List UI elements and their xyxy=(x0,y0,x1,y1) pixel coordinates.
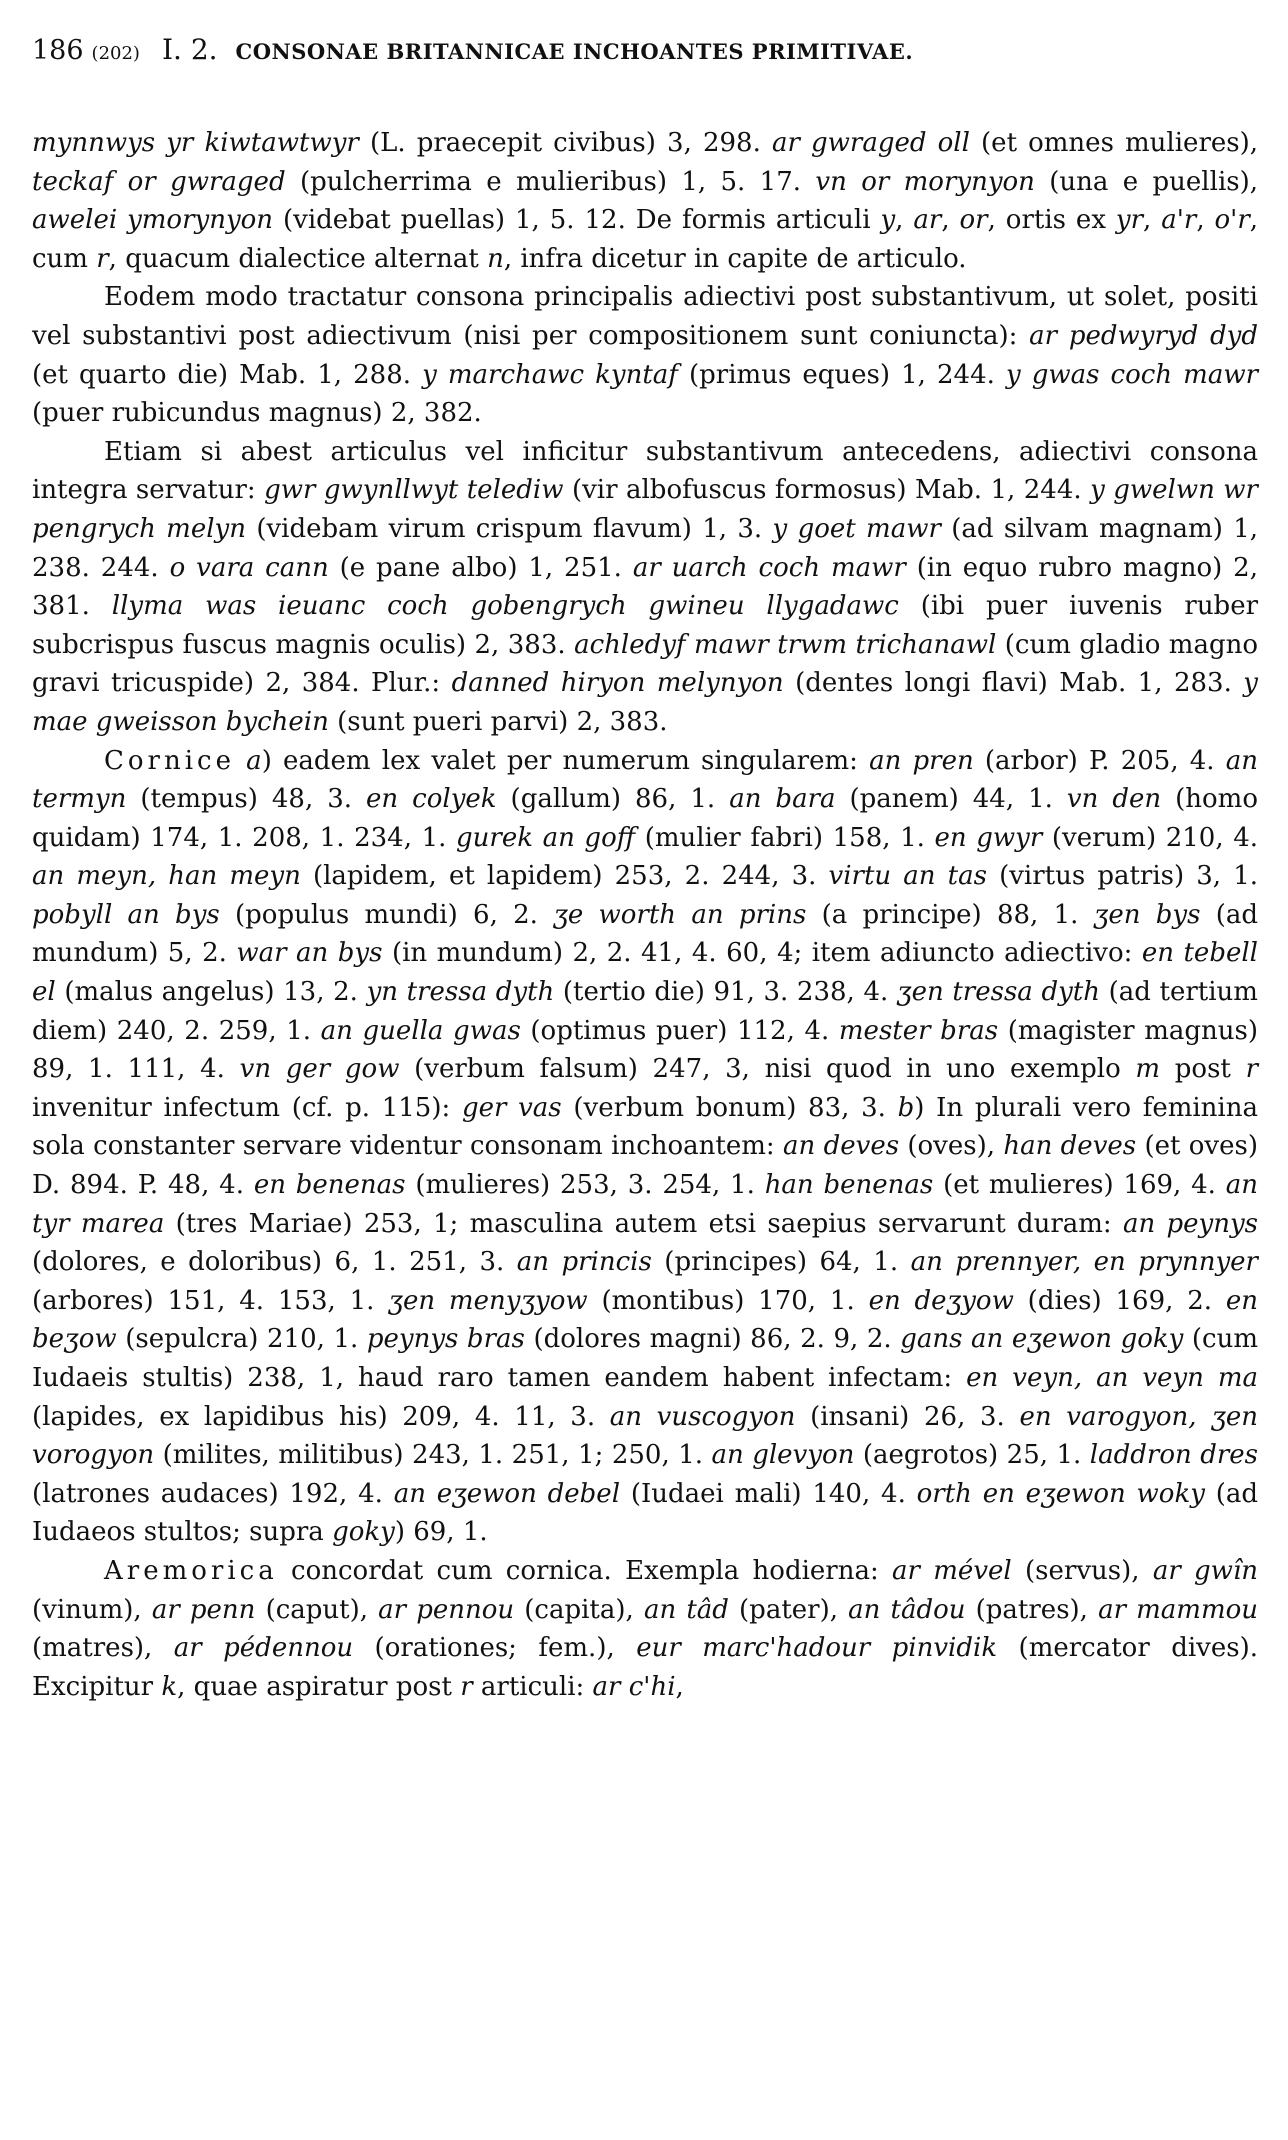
text-run: articuli: xyxy=(472,1671,593,1702)
text-run: (virtus patris) 3, 1. xyxy=(986,861,1258,892)
italic-term: ar c'hi xyxy=(592,1671,676,1702)
text-run: , cum xyxy=(32,205,1259,274)
text-run: , ortis ex xyxy=(987,205,1116,236)
text-run: , xyxy=(941,205,960,236)
text-run: (cum gladio magno gravi tricuspide) 2, 384. Plur.: xyxy=(32,629,1259,699)
text-run: (latrones audaces) 192, 4. xyxy=(32,1478,394,1509)
italic-term: o vara cann xyxy=(169,552,329,583)
italic-term: vn or morynyon xyxy=(815,166,1035,197)
italic-term: ʒe worth an prins xyxy=(553,899,807,930)
italic-term: an glevyon xyxy=(711,1440,855,1471)
text-run: , xyxy=(895,205,914,236)
italic-term: k xyxy=(161,1671,178,1702)
italic-term: yn tressa dyth xyxy=(366,977,555,1008)
italic-term: han benenas xyxy=(764,1170,934,1201)
italic-term: y marchawc kyntaf xyxy=(422,359,678,390)
text-run: (cum Iudaeis stultis) 238, 1, haud raro tamen eandem habent infectam: xyxy=(32,1324,1258,1393)
text-run: (caput), xyxy=(255,1594,379,1625)
text-run: (ibi puer iuvenis ruber subcrispus fuscus magnis oculis) 2, 383. xyxy=(32,591,1259,660)
italic-term: ar gwîn xyxy=(1152,1555,1259,1586)
text-run: , xyxy=(675,1671,684,1702)
text-run: concordat cum cornica. Exempla hodierna: xyxy=(277,1555,893,1586)
italic-term: an pren xyxy=(869,745,974,776)
paragraph-aremorica xyxy=(32,1552,1258,1706)
italic-term: ʒen tressa dyth xyxy=(896,977,1100,1008)
italic-term: ar pennou xyxy=(378,1594,515,1625)
text-run: (capita), xyxy=(514,1594,644,1625)
italic-term: y mae gweisson bychein xyxy=(32,668,1258,737)
italic-term: ar pédennou xyxy=(173,1633,354,1664)
text-run: (homo quidam) 174, 1. 208, 1. 234, 1. xyxy=(32,784,1258,853)
text-run: (tres Mariae) 253, 1; masculina autem etsi saepius servarunt duram: xyxy=(164,1208,1123,1239)
italic-term: yr xyxy=(1115,205,1144,236)
text-run: (et omnes mulieres), xyxy=(969,128,1259,158)
text-run: (e pane albo) 1, 251. xyxy=(328,552,633,583)
text-run: (vir albofuscus formosus) Mab. 1, 244. xyxy=(563,475,1091,506)
italic-term: b xyxy=(897,1092,915,1123)
text-run: ) 69, 1. xyxy=(394,1517,488,1548)
italic-term: n xyxy=(487,243,504,274)
running-header xyxy=(32,33,1258,66)
italic-term: en benenas xyxy=(253,1170,406,1201)
text-run: (in mundum) 2, 2. 41, 4. 60, 4; item adiuncto adiectivo: xyxy=(382,938,1142,969)
italic-term: laddron dres xyxy=(1089,1440,1258,1471)
text-run: (primus eques) 1, 244. xyxy=(677,359,1006,390)
text-run: (malus angelus) 13, 2. xyxy=(55,977,367,1008)
text-run: , infra dicetur in capite de articulo. xyxy=(503,243,967,274)
italic-term: danned hiryon melynyon xyxy=(451,668,784,699)
italic-term: en veyn, an veyn ma xyxy=(966,1363,1258,1393)
chapter-number: I. 2. xyxy=(161,33,218,66)
italic-term: ar penn xyxy=(151,1594,256,1625)
text-run: (dolores magni) 86, 2. 9, 2. xyxy=(524,1324,901,1355)
text-run: (verbum falsum) 247, 3, nisi quod in uno exemplo xyxy=(399,1054,1136,1085)
italic-term: orth en eʒewon woky xyxy=(916,1478,1205,1509)
italic-term: ar xyxy=(913,205,942,236)
text-run: (Iudaei mali) 140, 4. xyxy=(620,1478,917,1509)
italic-term: awelei ymorynyon xyxy=(32,205,274,236)
text-run: (et mulieres) 169, 4. xyxy=(933,1170,1226,1201)
text-run: (lapides, ex lapidibus his) 209, 4. 11, 3. xyxy=(32,1401,610,1432)
text-run: (in equo rubro magno) 2, 381. xyxy=(32,552,1258,622)
text-run: (a principe) 88, 1. xyxy=(806,899,1094,930)
italic-term: o'r xyxy=(1214,205,1250,236)
italic-term: ar uarch coch mawr xyxy=(632,552,906,583)
text-run: , quae aspiratur post xyxy=(177,1671,461,1702)
text-run: (principes) 64, 1. xyxy=(651,1247,911,1278)
italic-term: r xyxy=(96,243,109,274)
text-run: (patres), xyxy=(965,1594,1099,1625)
italic-term: y xyxy=(880,205,896,236)
italic-term: en beʒow xyxy=(32,1285,1259,1355)
text-run: (optimus puer) 112, 4. xyxy=(520,1015,839,1046)
text-run: (ad Iudaeos stultos; supra xyxy=(32,1478,1258,1548)
italic-term: mynnwys yr kiwtawtwyr xyxy=(32,128,359,158)
italic-term: gans an eʒewon goky xyxy=(900,1324,1184,1355)
italic-term: ar gwraged oll xyxy=(771,128,970,158)
text-run: (sepulcra) 210, 1. xyxy=(116,1324,367,1355)
italic-term: goky xyxy=(332,1517,395,1548)
text-run: (pulcherrima e mulieribus) 1, 5. 17. xyxy=(285,166,816,197)
italic-term: an vuscogyon xyxy=(609,1401,796,1432)
italic-term: vn ger gow xyxy=(239,1054,400,1085)
text-run: (panem) 44, 1. xyxy=(835,784,1067,815)
italic-term: an tâd xyxy=(643,1594,729,1625)
text-run: (et oves) D. 894. P. 48, 4. xyxy=(32,1131,1258,1201)
text-run: (oves), xyxy=(899,1131,1004,1162)
italic-term: y gwelwn wr pengrych melyn xyxy=(32,475,1258,544)
italic-term: an tyr marea xyxy=(32,1170,1258,1239)
text-run: (dolores, e doloribus) 6, 1. 251, 3. xyxy=(32,1247,517,1278)
italic-term: y goet mawr xyxy=(772,513,941,544)
text-run: (gallum) 86, 1. xyxy=(496,784,730,815)
text-run: (ad tertium diem) 240, 2. 259, 1. xyxy=(32,977,1258,1046)
italic-term: gwr gwynllwyt telediw xyxy=(264,475,564,506)
text-run: (et quarto die) Mab. 1, 288. xyxy=(32,359,423,390)
text-run: (L. praecepit civibus) 3, 298. xyxy=(358,128,772,158)
italic-term: mester bras xyxy=(838,1015,999,1046)
italic-term: en tebell el xyxy=(32,938,1258,1008)
paragraph-etiam xyxy=(32,433,1258,742)
text-run: (mercator dives). Excipitur xyxy=(32,1633,1258,1702)
italic-term: gurek an goff xyxy=(456,822,636,853)
italic-term: en gwyr xyxy=(934,822,1043,853)
body-text xyxy=(32,124,1258,1706)
text-run: (milites, militibus) 243, 1. 251, 1; 250, 1. xyxy=(154,1440,712,1471)
italic-term: achledyf mawr trwm trichanawl xyxy=(574,629,997,660)
italic-term: ʒen bys xyxy=(1093,899,1201,930)
italic-term: pobyll an bys xyxy=(32,899,220,930)
text-run: (tempus) 48, 3. xyxy=(126,784,367,815)
text-run: (una e puellis), xyxy=(1034,166,1259,197)
italic-term: an meyn, han meyn xyxy=(32,861,301,892)
italic-term: ger vas xyxy=(461,1092,562,1123)
text-run: (orationes; fem.), xyxy=(353,1633,637,1664)
text-run: ) eadem lex valet per numerum singularem: xyxy=(261,745,870,776)
italic-term: a'r xyxy=(1161,205,1197,236)
italic-term: teckaf or gwraged xyxy=(32,166,286,197)
text-run: (arbores) 151, 4. 153, 1. xyxy=(32,1285,389,1316)
text-run: (dentes longi flavi) Mab. 1, 283. xyxy=(783,668,1244,699)
italic-term: ar mammou xyxy=(1098,1594,1258,1625)
text-run: (videbat puellas) 1, 5. 12. De formis articuli xyxy=(273,205,881,236)
text-run: (mulieres) 253, 3. 254, 1. xyxy=(405,1170,765,1201)
text-run xyxy=(235,746,246,776)
italic-term: han deves xyxy=(1003,1131,1137,1162)
italic-term: an prennyer, en prynnyer xyxy=(910,1247,1258,1278)
italic-term: a xyxy=(246,745,262,776)
italic-term: en colyek xyxy=(366,784,497,815)
text-run: (pater), xyxy=(728,1594,849,1625)
italic-term: ar pedwyryd dyd xyxy=(1029,320,1259,351)
text-run: (montibus) 170, 1. xyxy=(587,1285,869,1316)
text-run: (aegrotos) 25, 1. xyxy=(854,1440,1090,1471)
text-run: (ad silvam magnam) 1, 238. 244. xyxy=(32,513,1258,583)
italic-term: en deʒyow xyxy=(868,1285,1014,1316)
paragraph-articulus xyxy=(32,124,1258,278)
text-run: ) In plurali vero feminina sola constanter servare videntur consonam inchoantem: xyxy=(32,1092,1258,1162)
text-run: , xyxy=(1143,205,1162,236)
italic-term: virtu an tas xyxy=(828,861,987,892)
text-run: (arbor) P. 205, 4. xyxy=(973,745,1226,776)
italic-term: m xyxy=(1135,1054,1161,1085)
text-run: invenitur infectum (cf. p. 115): xyxy=(32,1092,462,1123)
italic-term: an bara xyxy=(729,784,836,815)
text-run: , xyxy=(1196,205,1215,236)
italic-term: llyma was ieuanc coch gobengrych gwineu llygadawc xyxy=(111,591,899,622)
text-run: (ad mundum) 5, 2. xyxy=(32,899,1258,969)
text-run: Etiam si abest articulus vel inficitur substantivum antecedens, adiectivi consona integra servatur: xyxy=(32,436,1258,506)
text-run: (verum) 210, 4. xyxy=(1042,822,1259,853)
italic-term: an deves xyxy=(783,1131,900,1162)
italic-term: an guella gwas xyxy=(320,1015,521,1046)
text-run: (verbum bonum) 83, 3. xyxy=(561,1092,898,1123)
original-page-number: (202) xyxy=(91,43,140,64)
text-run: (sunt pueri parvi) 2, 383. xyxy=(328,706,668,737)
text-run: (servus), xyxy=(1011,1555,1153,1586)
italic-term: vn den xyxy=(1066,784,1162,815)
text-run: (magister magnus) 89, 1. 111, 4. xyxy=(32,1015,1258,1085)
italic-term: r xyxy=(1245,1054,1258,1085)
running-title: CONSONAE BRITANNICAE INCHOANTES PRIMITIVAE. xyxy=(235,39,914,64)
text-run: Eodem modo tractatur consona principalis adiectivi post substantivum, ut solet, positi vel substantivi post adiectivum (nisi per compositionem sunt coniuncta): xyxy=(32,282,1258,351)
text-run: (populus mundi) 6, 2. xyxy=(219,899,554,930)
text-run: (puer rubicundus magnus) 2, 382. xyxy=(32,398,482,429)
italic-term: an peynys xyxy=(1122,1208,1258,1239)
text-run: (lapidem, et lapidem) 253, 2. 244, 3. xyxy=(300,861,829,892)
italic-term: ar mével xyxy=(892,1555,1012,1586)
italic-term: r xyxy=(460,1671,473,1702)
text-run: (matres), xyxy=(32,1633,174,1664)
italic-term: an termyn xyxy=(32,745,1259,815)
italic-term: or xyxy=(959,205,988,236)
page-number: 186 xyxy=(32,35,84,66)
paragraph-eodem-modo xyxy=(32,278,1258,432)
italic-term: ʒen menyʒyow xyxy=(388,1285,588,1316)
spaced-keyword: Aremorica xyxy=(104,1555,278,1586)
italic-term: war an bys xyxy=(236,938,383,969)
paragraph-cornice xyxy=(32,742,1258,1552)
italic-term: y gwas coch mawr xyxy=(1005,359,1258,390)
italic-term: an eʒewon debel xyxy=(393,1478,621,1509)
text-run: (tertio die) 91, 3. 238, 4. xyxy=(554,977,897,1008)
text-run: (insani) 26, 3. xyxy=(795,1401,1020,1432)
text-run: post xyxy=(1160,1054,1246,1085)
text-run: (videbam virum crispum flavum) 1, 3. xyxy=(245,513,773,544)
italic-term: an tâdou xyxy=(848,1594,966,1625)
text-run: , quacum dialectice alternat xyxy=(108,243,488,274)
text-run: (vinum), xyxy=(32,1594,152,1625)
italic-term: en varogyon, ʒen vorogyon xyxy=(32,1401,1258,1471)
spaced-keyword: Cornice xyxy=(104,745,235,776)
text-run: (dies) 169, 2. xyxy=(1013,1285,1226,1316)
text-run: (mulier fabri) 158, 1. xyxy=(635,822,935,853)
italic-term: eur marc'hadour pinvidik xyxy=(636,1633,998,1664)
italic-term: peynys bras xyxy=(366,1324,525,1355)
italic-term: an princis xyxy=(516,1247,652,1278)
